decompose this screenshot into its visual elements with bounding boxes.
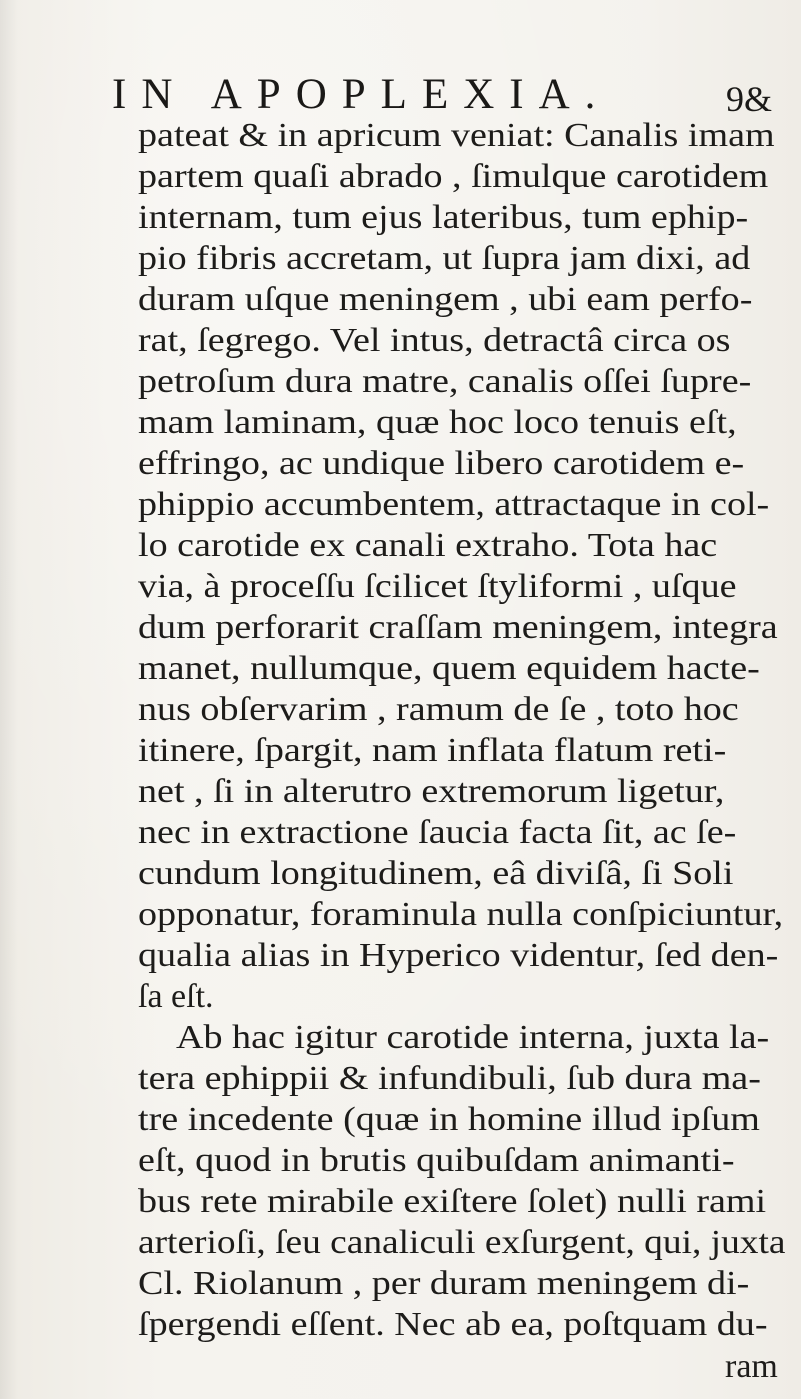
page-edge-shadow [0,0,18,1399]
text-line: ſa eſt. [138,978,214,1015]
text-line: arterioſi, ſeu canaliculi exſurgent, qui, juxta [138,1224,786,1261]
text-line: duram uſque meningem , ubi eam perfo- [138,281,753,318]
text-line: pio fibris accretam, ut ſupra jam dixi, ad [138,240,751,277]
page-header [0,70,801,120]
text-line: qualia alias in Hyperico videntur, ſed den- [138,937,779,974]
text-line: ſpergendi eſſent. Nec ab ea, poſtquam du- [138,1306,768,1343]
text-line: net , ſi in alterutro extremorum ligetur, [138,773,725,810]
text-line: manet, nullumque, quem equidem hacte- [138,650,760,687]
text-line: dum perforarit craſſam meningem, integra [138,609,778,646]
text-line: cundum longitudinem, eâ diviſâ, ſi Soli [138,855,734,892]
catchword: ram [725,1348,778,1385]
text-line: tera ephippii & infundibuli, ſub dura ma- [138,1060,761,1097]
text-line: rat, ſegrego. Vel intus, detractâ circa os [138,322,731,359]
text-line: lo carotide ex canali extraho. Tota hac [138,527,718,564]
text-line: partem quaſi abrado , ſimulque carotidem [138,158,769,195]
text-line: eſt, quod in brutis quibuſdam animanti- [138,1142,735,1179]
text-line: nec in extractione ſaucia facta ſit, ac ſe- [138,814,737,851]
text-line: internam, tum ejus lateribus, tum ephip- [138,199,749,236]
page-number: 9& [726,79,773,119]
text-line: Cl. Riolanum , per duram meningem di- [138,1265,750,1302]
text-line: bus rete mirabile exiſtere ſolet) nulli rami [138,1183,767,1220]
text-line: effringo, ac undique libero carotidem e- [138,445,745,482]
text-line: nus obſervarim , ramum de ſe , toto hoc [138,691,739,728]
text-line: itinere, ſpargit, nam inflata flatum reti- [138,732,727,769]
text-line: Ab hac igitur carotide interna, juxta la- [176,1019,770,1056]
text-line: pateat & in apricum veniat: Canalis imam [138,117,775,154]
text-line: opponatur, foraminula nulla conſpiciuntur, [138,896,784,933]
text-line: mam laminam, quæ hoc loco tenuis eſt, [138,404,737,441]
text-line: petroſum dura matre, canalis oſſei ſupre- [138,363,752,400]
text-line: phippio accumbentem, attractaque in col- [138,486,770,523]
running-title: IN APOPLEXIA. [112,71,611,118]
text-line: tre incedente (quæ in homine illud ipſum [138,1101,760,1138]
text-line: via, à proceſſu ſcilicet ſtyliformi , uſque [138,568,737,605]
